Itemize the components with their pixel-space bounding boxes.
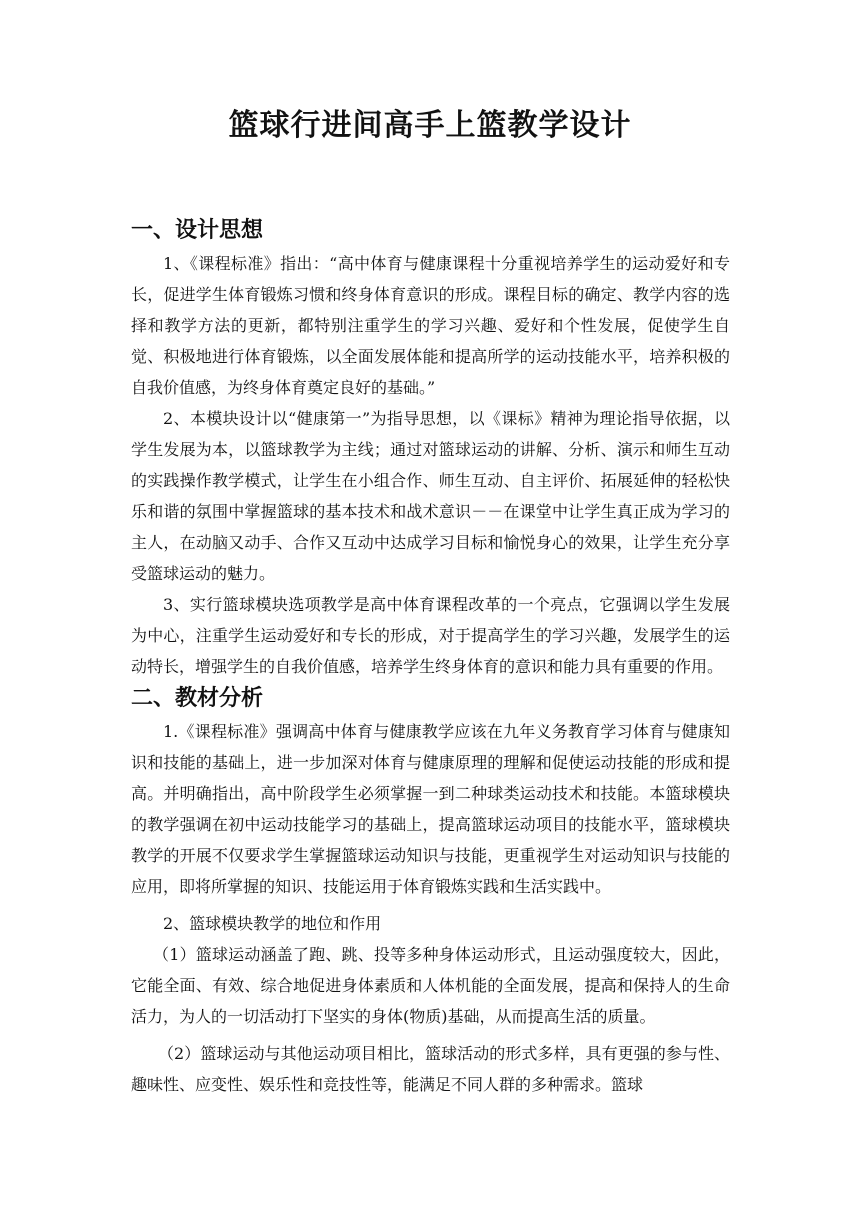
design-idea-paragraph-2: 2、本模块设计以“健康第一”为指导思想，以《课标》精神为理论指导依据，以学生发展为本，以篮球教学为主线；通过对篮球运动的讲解、分析、演示和师生互动的实践操作教学模式，让学生在小组合作、师生互动、自主评价、拓展延伸的轻松快乐和谐的氛围中掌握篮球的基本技术和战术意识－－在课堂中让学生真正成为学习的主人，在动脑又动手、合作又互动中达成学习目标和愉悦身心的效果，让学生充分享受篮球运动的魅力。 (131, 409, 730, 583)
material-analysis-paragraph-1: 1.《课程标准》强调高中体育与健康教学应该在九年义务教育学习体育与健康知识和技能的基础上，进一步加深对体育与健康原理的理解和促使运动技能的形成和提高。并明确指出，高中阶段学生必须掌握一到二种球类运动技术和技能。本篮球模块的教学强调在初中运动技能学习的基础上，提高篮球运动项目的技能水平，篮球模块教学的开展不仅要求学生掌握篮球运动知识与技能，更重视学生对运动知识与技能的应用，即将所掌握的知识、技能运用于体育锻炼实践和生活实践中。 (131, 722, 730, 896)
material-analysis-paragraph-2: 2、篮球模块教学的地位和作用 (163, 914, 382, 933)
design-idea-paragraph-3: 3、实行篮球模块选项教学是高中体育课程改革的一个亮点，它强调以学生发展为中心，注重学生运动爱好和专长的形成，对于提高学生的学习兴趣，发展学生的运动特长，增强学生的自我价值感，培养学生终身体育的意识和能力具有重要的作用。 (131, 595, 730, 676)
document-body (131, 214, 730, 1100)
material-analysis-paragraph-4: （2）篮球运动与其他运动项目相比，篮球活动的形式多样，具有更强的参与性、趣味性、应变性、娱乐性和竞技性等，能满足不同人群的多种需求。篮球 (131, 1044, 730, 1094)
section-heading-design-idea: 一、设计思想 (131, 218, 264, 243)
material-analysis-paragraph-3: （1）篮球运动涵盖了跑、跳、投等多种身体运动形式，且运动强度较大，因此，它能全面、有效、综合地促进身体素质和人体机能的全面发展，提高和保持人的生命活力，为人的一切活动打下坚实的身体(物质)基础，从而提高生活的质量。 (131, 945, 730, 1026)
design-idea-paragraph-1: 1、《课程标准》指出：“高中体育与健康课程十分重视培养学生的运动爱好和专长，促进学生体育锻炼习惯和终身体育意识的形成。课程目标的确定、教学内容的选择和教学方法的更新，都特别注重学生的学习兴趣、爱好和个性发展，促使学生自觉、积极地进行体育锻炼，以全面发展体能和提高所学的运动技能水平，培养积极的自我价值感，为终身体育奠定良好的基础。” (131, 254, 730, 397)
section-heading-material-analysis: 二、教材分析 (131, 686, 264, 711)
document-title: 篮球行进间高手上篮教学设计 (228, 108, 632, 143)
